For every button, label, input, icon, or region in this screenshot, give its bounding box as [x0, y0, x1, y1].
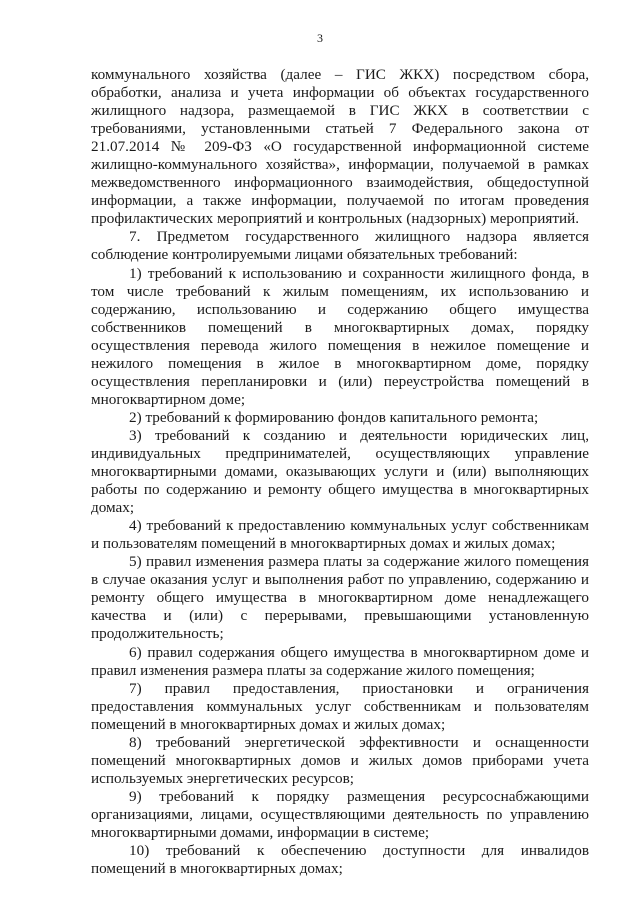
- page-number: 3: [317, 31, 323, 45]
- paragraph-item-7: 7. Предметом государственного жилищного надзора является соблюдение контролируемыми лицами обязательных требований:: [91, 228, 589, 264]
- paragraph-subitem-2: 2) требований к формированию фондов капитального ремонта;: [129, 408, 539, 426]
- paragraph-subitem-10: 10) требований к обеспечению доступности для инвалидов помещений в многоквартирных домах;: [91, 842, 589, 878]
- paragraph-subitem-8: 8) требований энергетической эффективности и оснащенности помещений многоквартирных домов и жилых домов приборами учета используемых энергетических ресурсов;: [91, 733, 589, 787]
- paragraph-subitem-4: 4) требований к предоставлению коммунальных услуг собственникам и пользователям помещений в многоквартирных домах и жилых домах;: [91, 517, 589, 553]
- paragraph-subitem-7: 7) правил предоставления, приостановки и ограничения предоставления коммунальных услуг собственникам и пользователям помещений в многоквартирных домах и жилых домах;: [91, 679, 589, 733]
- paragraph-subitem-3: 3) требований к созданию и деятельности юридических лиц, индивидуальных предпринимателей, осуществляющих управление многоквартирными домами, оказывающих услуги и (или) выполняющих работы по содержанию и ремонту общего имущества в многоквартирных домах;: [91, 426, 589, 517]
- paragraph-subitem-6: 6) правил содержания общего имущества в многоквартирном доме и правил изменения размера платы за содержание жилого помещения;: [91, 643, 589, 679]
- paragraph-continuation: коммунального хозяйства (далее – ГИС ЖКХ) посредством сбора, обработки, анализа и учета информации об объектах государственного жилищного надзора, размещаемой в ГИС ЖКХ в соответствии с требованиями, установленными статьей 7 Федерального закона от 21.07.2014 № 209-ФЗ «О государственной информационной системе жилищно-коммунального хозяйства», информации, получаемой в рамках межведомственного информационного взаимодействия, общедоступной информации, а также информации, получаемой по итогам проведения профилактических мероприятий и контрольных (надзорных) мероприятий.: [91, 66, 589, 228]
- document-body: [91, 66, 589, 878]
- paragraph-subitem-1: 1) требований к использованию и сохранности жилищного фонда, в том числе требований к жилым помещениям, их использованию и содержанию, использованию и содержанию общего имущества собственников помещений в многоквартирных домах, порядку осуществления перевода жилого помещения в нежилое помещение и нежилого помещения в жилое в многоквартирном доме, порядку осуществления перепланировки и (или) переустройства помещений в многоквартирном доме;: [91, 264, 589, 408]
- paragraph-subitem-9: 9) требований к порядку размещения ресурсоснабжающими организациями, лицами, осуществляющими деятельность по управлению многоквартирными домами, информации в системе;: [91, 787, 589, 841]
- paragraph-subitem-5: 5) правил изменения размера платы за содержание жилого помещения в случае оказания услуг и выполнения работ по управлению, содержанию и ремонту общего имущества в многоквартирном доме ненадлежащего качества и (или) с перерывами, превышающими установленную продолжительность;: [91, 553, 589, 643]
